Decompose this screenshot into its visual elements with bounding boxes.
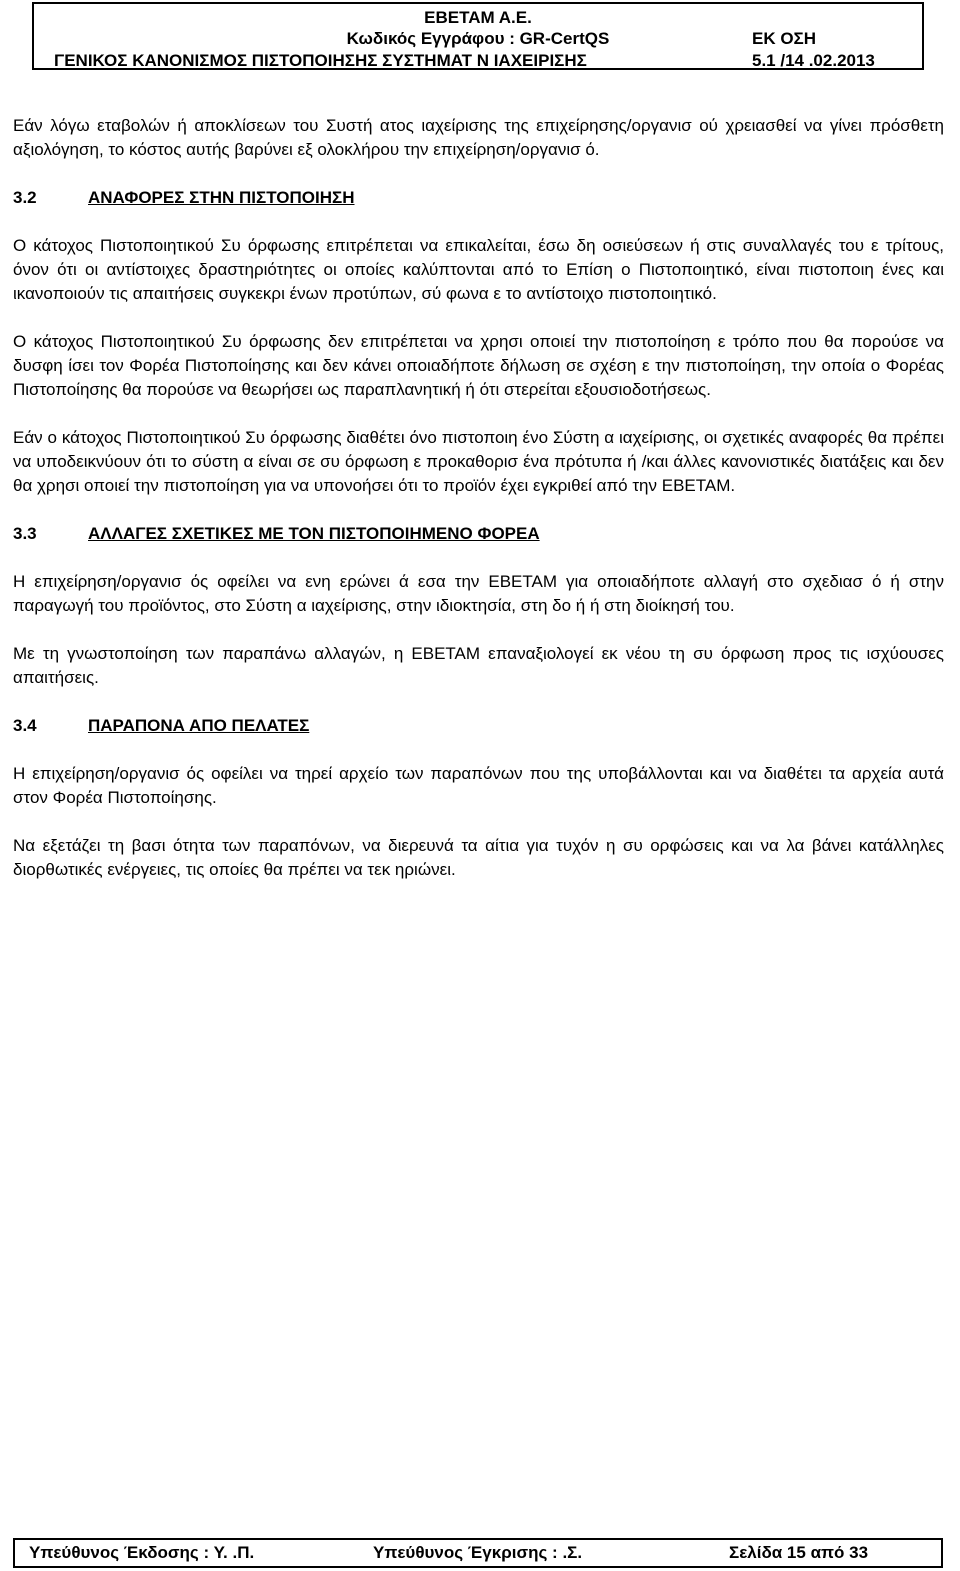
document-date: 5.1 /14 .02.2013 bbox=[752, 51, 875, 70]
paragraph: Η επιχείρηση/οργανισ ός οφείλει να τηρεί αρχείο των παραπόνων που της υποβάλλονται και να διαθέτει τα αρχεία αυτά στον Φορέα Πιστοποίησης. bbox=[13, 764, 944, 807]
section-title: ΠΑΡΑΠΟΝΑ ΑΠΟ ΠΕΛΑΤΕΣ bbox=[88, 716, 310, 735]
approver-label: Υπεύθυνος Έγκρισης : .Σ. bbox=[373, 1543, 583, 1562]
header-row-code bbox=[34, 28, 922, 50]
document-footer bbox=[13, 1538, 943, 1568]
section-title: ΑΛΛΑΓΕΣ ΣΧΕΤΙΚΕΣ ΜΕ ΤΟΝ ΠΙΣΤΟΠΟΙΗΜΕΝΟ ΦΟΡΕΑ bbox=[88, 524, 540, 543]
edition-label: ΕΚ ΟΣΗ bbox=[752, 29, 817, 48]
header-row-company bbox=[34, 7, 922, 29]
section-heading-3-4 bbox=[13, 714, 944, 738]
document-code: Κωδικός Εγγράφου : GR-CertQS bbox=[346, 29, 610, 48]
paragraph: Ο κάτοχος Πιστοποιητικού Συ όρφωσης δεν επιτρέπεται να χρησι οποιεί την πιστοποίηση ε τρόπο που θα πορούσε να δυσφη ίσει τον Φορέα Πιστοποίησης και δεν κάνει οποιαδήποτε δήλωση σε σχέση ε την πιστοποίηση, την οποία ο Φορέας Πιστοποίησης θα πορούσε να θεωρήσει ως παραπλανητική ή ότι στερείται εξουσιοδοτήσεως. bbox=[13, 332, 944, 399]
document-header bbox=[32, 2, 924, 70]
company-name: ΕΒΕΤΑΜ Α.Ε. bbox=[424, 8, 532, 27]
header-row-regulation bbox=[34, 50, 922, 72]
section-number: 3.2 bbox=[13, 188, 37, 207]
paragraph: Εάν ο κάτοχος Πιστοποιητικού Συ όρφωσης διαθέτει όνο πιστοποιη ένο Σύστη α ιαχείρισης, οι σχετικές αναφορές θα πρέπει να υποδεικνύουν ότι το σύστη α είναι σε συ όρφωση ε προκαθορισ ένα πρότυπα ή /και άλλες κανονιστικές διατάξεις και δεν θα χρησι οποιεί την πιστοποίηση για να υπονοήσει ότι το προϊόν έχει εγκριθεί από την ΕΒΕΤΑΜ. bbox=[13, 428, 944, 495]
regulation-title: ΓΕΝΙΚΟΣ ΚΑΝΟΝΙΣΜΟΣ ΠΙΣΤΟΠΟΙΗΣΗΣ ΣΥΣΤΗΜΑΤ Ν ΙΑΧΕΙΡΙΣΗΣ bbox=[54, 51, 587, 70]
section-number: 3.4 bbox=[13, 716, 37, 735]
section-heading-3-3 bbox=[13, 522, 944, 546]
intro-paragraph: Εάν λόγω εταβολών ή αποκλίσεων του Συστή ατος ιαχείρισης της επιχείρησης/οργανισ ού χρειασθεί να γίνει πρόσθετη αξιολόγηση, το κόστος αυτής βαρύνει εξ ολοκλήρου την επιχείρηση/οργανισ ό. bbox=[13, 116, 944, 159]
document-body bbox=[13, 114, 944, 882]
section-number: 3.3 bbox=[13, 524, 37, 543]
paragraph: Με τη γνωστοποίηση των παραπάνω αλλαγών, η ΕΒΕΤΑΜ επαναξιολογεί εκ νέου τη συ όρφωση προς τις ισχύουσες απαιτήσεις. bbox=[13, 644, 944, 687]
paragraph: Ο κάτοχος Πιστοποιητικού Συ όρφωσης επιτρέπεται να επικαλείται, έσω δη οσιεύσεων ή στις συναλλαγές του ε τρίτους, όνον ότι οι αντίστοιχες δραστηριότητες οι οποίες καλύπτονται από το Επίση ο Πιστοποιητικό, είναι πιστοποιη ένες και ικανοποιούν τις απαιτήσεις συγκεκρι ένων προτύπων, σύ φωνα ε το αντίστοιχο πιστοποιητικό. bbox=[13, 236, 944, 303]
paragraph: Η επιχείρηση/οργανισ ός οφείλει να ενη ερώνει ά εσα την ΕΒΕΤΑΜ για οποιαδήποτε αλλαγή στο σχεδιασ ό ή στην παραγωγή του προϊόντος, στο Σύστη α ιαχείρισης, στην ιδιοκτησία, στη δο ή ή στη διοίκησή του. bbox=[13, 572, 944, 615]
section-heading-3-2 bbox=[13, 186, 944, 210]
page-number: Σελίδα 15 από 33 bbox=[729, 1543, 869, 1562]
paragraph: Να εξετάζει τη βασι ότητα των παραπόνων, να διερευνά τα αίτια για τυχόν η συ ορφώσεις και να λα βάνει κατάλληλες διορθωτικές ενέργειες, τις οποίες θα πρέπει να τεκ ηριώνει. bbox=[13, 836, 944, 879]
issuer-label: Υπεύθυνος Έκδοσης : Υ. .Π. bbox=[29, 1543, 255, 1562]
section-title: ΑΝΑΦΟΡΕΣ ΣΤΗΝ ΠΙΣΤΟΠΟΙΗΣΗ bbox=[88, 188, 355, 207]
